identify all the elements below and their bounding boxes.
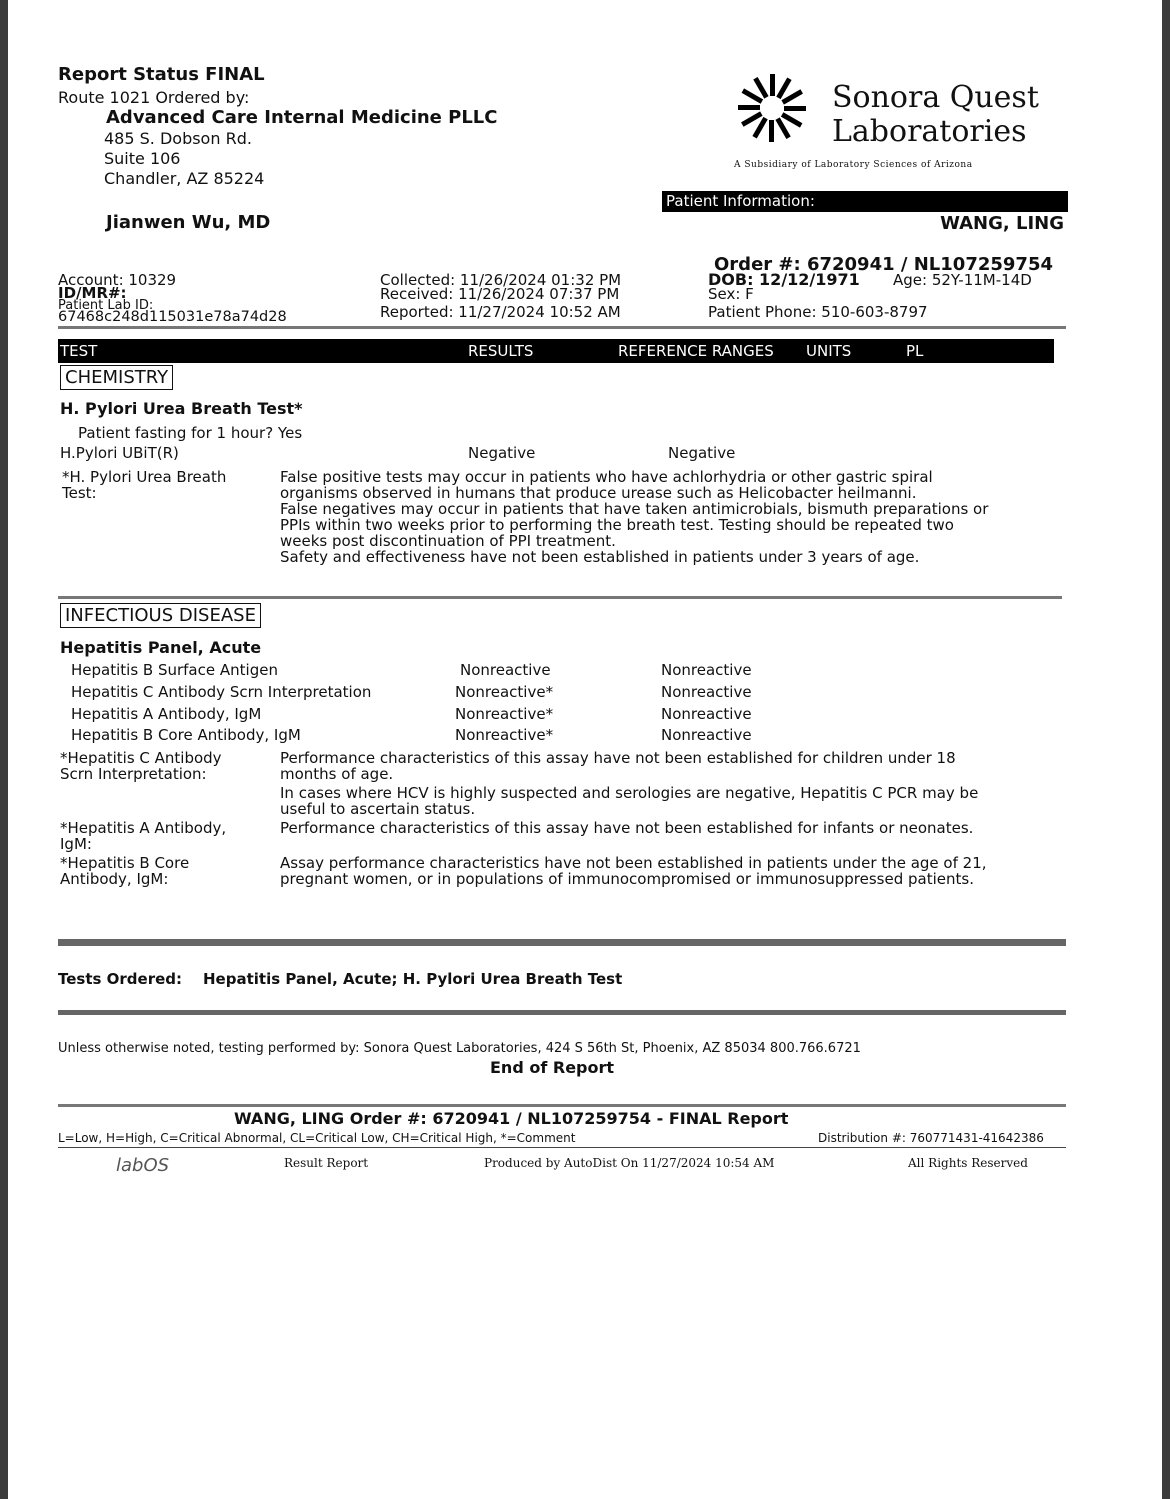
produced-by: Produced by AutoDist On 11/27/2024 10:54 AM [484, 1156, 775, 1170]
result-hep-c-antibody: Nonreactive* [455, 683, 554, 701]
comment-line: Performance characteristics of this assay have not been established for children under 18 [280, 749, 956, 767]
results-end-divider [58, 939, 1066, 946]
comment-label-hep-b-core-1: *Hepatitis B Core [60, 854, 190, 872]
distribution-number: Distribution #: 760771431-41642386 [818, 1131, 1044, 1145]
lab-subsidiary: A Subsidiary of Laboratory Sciences of Arizona [734, 160, 973, 170]
comment-line: PPIs within two weeks prior to performing the breath test. Testing should be repeated two [280, 516, 954, 534]
address-line3: Chandler, AZ 85224 [104, 169, 265, 188]
column-pl: PL [906, 342, 924, 360]
comment-hep-b-core [280, 855, 987, 887]
reference-hep-b-surface-antigen: Nonreactive [661, 661, 752, 679]
practice-name: Advanced Care Internal Medicine PLLC [106, 107, 498, 128]
received-date: Received: 11/26/2024 07:37 PM [380, 285, 620, 303]
result-hep-a-antibody: Nonreactive* [455, 705, 554, 723]
reference-hep-c-antibody: Nonreactive [661, 683, 752, 701]
patient-dob: DOB: 12/12/1971 [708, 270, 860, 289]
result-report-label: Result Report [284, 1156, 369, 1170]
column-header-bar [58, 339, 1054, 363]
comment-line: useful to ascertain status. [280, 800, 476, 818]
patient-phone: Patient Phone: 510-603-8797 [708, 303, 928, 321]
comment-line: Assay performance characteristics have not been established in patients under the age of 21, [280, 854, 987, 872]
sonora-quest-logo-icon [728, 72, 820, 144]
collected-date: Collected: 11/26/2024 01:32 PM [380, 271, 622, 289]
test-hep-a-antibody: Hepatitis A Antibody, IgM [71, 705, 262, 723]
fasting-question: Patient fasting for 1 hour? Yes [78, 424, 303, 442]
lab-name-line1: Sonora Quest [832, 80, 1039, 115]
patient-lab-id-value: 67468c248d115031e78a74d28 [58, 309, 287, 325]
comment-label-hep-c-2: Scrn Interpretation: [60, 765, 207, 783]
patient-sex: Sex: F [708, 285, 754, 303]
reference-hep-a-antibody: Nonreactive [661, 705, 752, 723]
test-hep-b-surface-antigen: Hepatitis B Surface Antigen [71, 661, 278, 679]
test-hep-b-core-antibody: Hepatitis B Core Antibody, IgM [71, 726, 301, 744]
comment-label-hep-c-1: *Hepatitis C Antibody [60, 749, 222, 767]
comment-line: months of age. [280, 765, 394, 783]
summary-line: WANG, LING Order #: 6720941 / NL107259754 - FINAL Report [234, 1109, 789, 1128]
comment-line: Safety and effectiveness have not been established in patients under 3 years of age. [280, 548, 920, 566]
column-test: TEST [60, 342, 98, 360]
address-line2: Suite 106 [104, 149, 181, 168]
patient-lab-id-label: Patient Lab ID: [58, 298, 154, 313]
comment-label-h-pylori-1: *H. Pylori Urea Breath [62, 468, 227, 486]
id-mr-label: ID/MR#: [58, 284, 127, 302]
comment-hep-a [280, 820, 973, 836]
chemistry-divider [58, 596, 1062, 599]
flag-legend: L=Low, H=High, C=Critical Abnormal, CL=Critical Low, CH=Critical High, *=Comment [58, 1131, 576, 1145]
labos-logo: labOS [116, 1155, 170, 1176]
reported-date: Reported: 11/27/2024 10:52 AM [380, 303, 621, 321]
result-hep-b-core-antibody: Nonreactive* [455, 726, 554, 744]
section-chemistry: CHEMISTRY [60, 365, 173, 390]
reference-h-pylori: Negative [668, 444, 736, 462]
tests-ordered-list: Hepatitis Panel, Acute; H. Pylori Urea Breath Test [203, 970, 623, 988]
comment-hep-c [280, 750, 978, 817]
test-h-pylori-ubit: H.Pylori UBiT(R) [60, 444, 179, 462]
tests-ordered-label: Tests Ordered: [58, 970, 183, 988]
address-line1: 485 S. Dobson Rd. [104, 129, 252, 148]
patient-age: Age: 52Y-11M-14D [893, 271, 1032, 289]
footer-divider [58, 1010, 1066, 1015]
reference-hep-b-core-antibody: Nonreactive [661, 726, 752, 744]
test-hep-c-antibody: Hepatitis C Antibody Scrn Interpretation [71, 683, 372, 701]
comment-line: False negatives may occur in patients that have taken antimicrobials, bismuth preparations or [280, 500, 989, 518]
account-number: Account: 10329 [58, 271, 177, 289]
end-of-report: End of Report [490, 1058, 615, 1077]
order-number: Order #: 6720941 / NL107259754 [714, 254, 1053, 275]
comment-label-hep-b-core-2: Antibody, IgM: [60, 870, 169, 888]
column-units: UNITS [806, 342, 852, 360]
comment-line: weeks post discontinuation of PPI treatment. [280, 532, 616, 550]
physician-name: Jianwen Wu, MD [106, 212, 271, 233]
patient-name: WANG, LING [940, 213, 1064, 234]
summary-bottom-rule [58, 1147, 1066, 1148]
panel-hepatitis: Hepatitis Panel, Acute [60, 638, 262, 657]
lab-name-line2: Laboratories [832, 114, 1027, 149]
performed-by: Unless otherwise noted, testing performed by: Sonora Quest Laboratories, 424 S 56th St, Phoenix, AZ 85034 800.766.6721 [58, 1041, 861, 1056]
section-infectious-disease: INFECTIOUS DISEASE [60, 603, 261, 628]
column-reference-ranges: REFERENCE RANGES [618, 342, 774, 360]
comment-line: In cases where HCV is highly suspected and serologies are negative, Hepatitis C PCR may be [280, 784, 979, 802]
result-hep-b-surface-antigen: Nonreactive [460, 661, 551, 679]
header-divider [58, 326, 1066, 329]
comment-line: False positive tests may occur in patients who have achlorhydria or other gastric spiral [280, 468, 933, 486]
panel-h-pylori: H. Pylori Urea Breath Test* [60, 399, 303, 418]
comment-line: Performance characteristics of this assay have not been established for infants or neonates. [280, 819, 974, 837]
report-status: Report Status FINAL [58, 64, 265, 85]
report-page [8, 0, 1162, 1499]
comment-label-h-pylori-2: Test: [62, 484, 97, 502]
column-results: RESULTS [468, 342, 534, 360]
result-h-pylori: Negative [468, 444, 536, 462]
comment-label-hep-a-2: IgM: [60, 835, 92, 853]
patient-info-label: Patient Information: [662, 191, 1068, 212]
summary-top-rule [58, 1104, 1066, 1107]
comment-line: organisms observed in humans that produce urease such as Helicobacter heilmanni. [280, 484, 917, 502]
rights-reserved: All Rights Reserved [908, 1156, 1028, 1170]
comment-label-hep-a-1: *Hepatitis A Antibody, [60, 819, 227, 837]
comment-line: pregnant women, or in populations of immunocompromised or immunosuppressed patients. [280, 870, 974, 888]
route-ordered-by: Route 1021 Ordered by: [58, 88, 250, 107]
comment-h-pylori [280, 469, 988, 565]
